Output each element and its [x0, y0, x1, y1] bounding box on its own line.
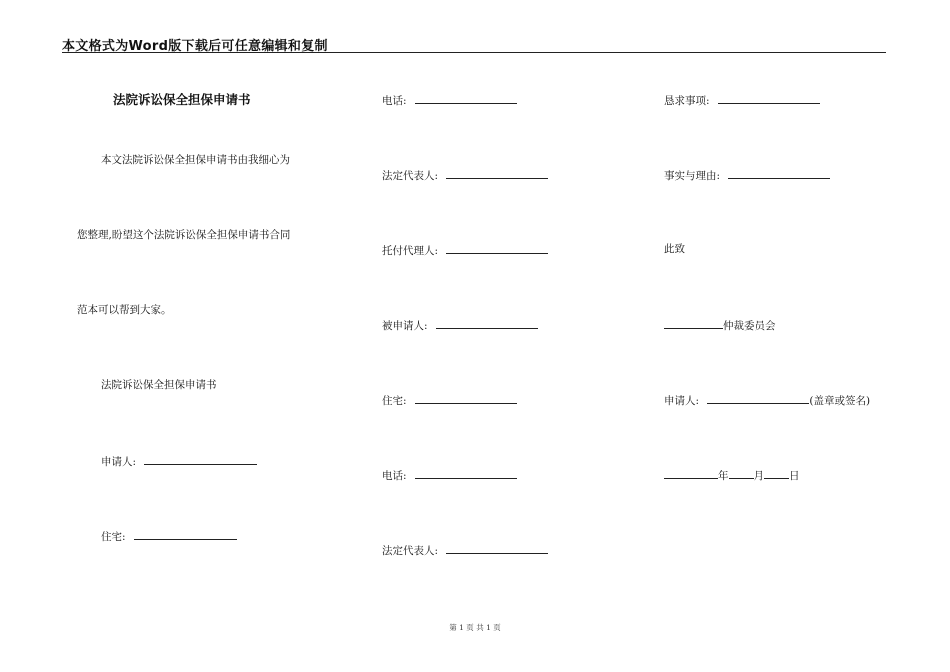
request-label: 恳求事项: — [664, 95, 710, 107]
respondent-label: 被申请人: — [382, 320, 428, 332]
day-label: 日 — [789, 470, 800, 482]
page-header — [62, 34, 886, 53]
month-label: 月 — [753, 470, 764, 482]
closing-text: 此致 — [664, 243, 685, 255]
legal-rep-label: 法定代表人: — [382, 170, 439, 182]
request-blank[interactable] — [718, 93, 820, 104]
phone-blank[interactable] — [415, 93, 517, 104]
residence2-blank[interactable] — [415, 393, 517, 404]
document-title: 法院诉讼保全担保申请书 — [113, 92, 251, 107]
phone2-blank[interactable] — [415, 468, 517, 479]
legal-rep2-row — [382, 543, 548, 558]
committee-row — [664, 318, 776, 333]
residence-blank[interactable] — [134, 529, 237, 540]
subtitle: 法院诉讼保全担保申请书 — [101, 379, 217, 391]
signature-row — [664, 393, 870, 408]
header-text: 本文格式为Word版下载后可任意编辑和复制 — [62, 39, 328, 54]
respondent-row — [382, 318, 538, 333]
residence-label: 住宅: — [101, 531, 126, 543]
facts-blank[interactable] — [728, 168, 830, 179]
month-blank[interactable] — [729, 468, 754, 479]
intro-line-1: 本文法院诉讼保全担保申请书由我细心为 — [101, 154, 290, 166]
phone2-label: 电话: — [382, 470, 407, 482]
committee-label: 仲裁委员会 — [723, 320, 776, 332]
phone-label: 电话: — [382, 95, 407, 107]
seal-note: (盖章或签名) — [809, 395, 871, 407]
agent-label: 托付代理人: — [382, 245, 439, 257]
legal-rep2-blank[interactable] — [446, 543, 548, 554]
year-label: 年 — [718, 470, 729, 482]
request-row — [664, 93, 820, 108]
facts-row — [664, 168, 830, 183]
day-blank[interactable] — [764, 468, 789, 479]
facts-label: 事实与理由: — [664, 170, 721, 182]
residence2-row — [382, 393, 517, 408]
legal-rep-row — [382, 168, 548, 183]
agent-row — [382, 243, 548, 258]
intro-line-3: 范本可以帮到大家。 — [77, 304, 172, 316]
phone2-row — [382, 468, 517, 483]
intro-line-2: 您整理,盼望这个法院诉讼保全担保申请书合同 — [77, 229, 291, 241]
agent-blank[interactable] — [446, 243, 548, 254]
legal-rep-blank[interactable] — [446, 168, 548, 179]
date-row — [664, 468, 800, 483]
committee-blank[interactable] — [664, 318, 723, 329]
applicant-label: 申请人: — [101, 456, 137, 468]
residence2-label: 住宅: — [382, 395, 407, 407]
phone-row — [382, 93, 517, 108]
residence-row — [101, 529, 237, 544]
applicant-row — [101, 454, 257, 469]
applicant-blank[interactable] — [144, 454, 257, 465]
year-blank[interactable] — [664, 468, 718, 479]
signature-blank[interactable] — [707, 393, 809, 404]
respondent-blank[interactable] — [436, 318, 538, 329]
signature-applicant-label: 申请人: — [664, 395, 700, 407]
page-footer: 第 1 页 共 1 页 — [449, 623, 501, 632]
legal-rep2-label: 法定代表人: — [382, 545, 439, 557]
